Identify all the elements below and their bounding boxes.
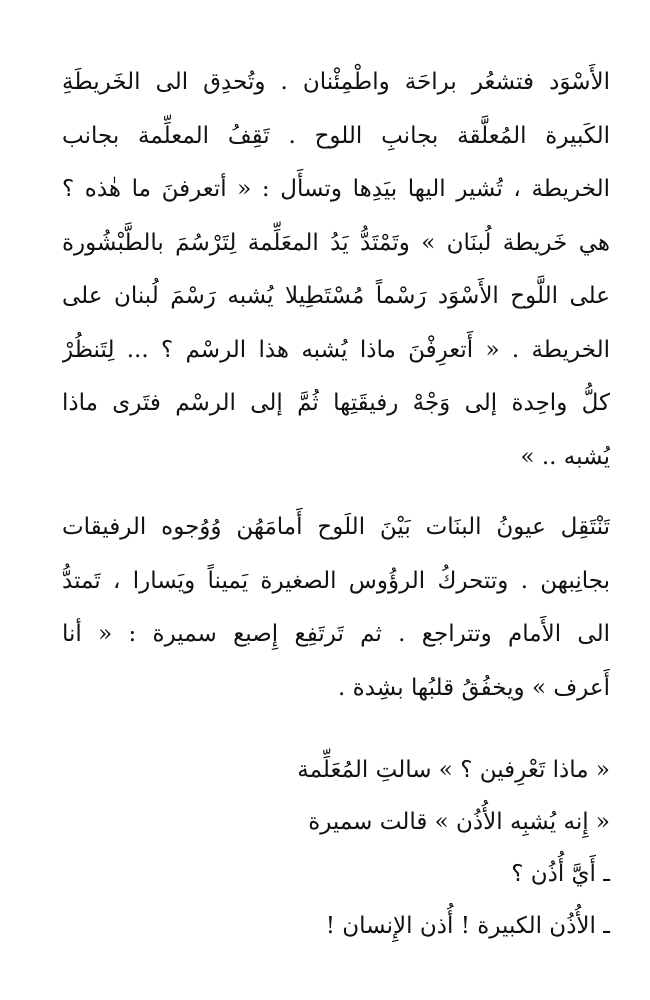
text-line: تَنْتَقِل عيونُ البنَات بَيْنَ اللَوح أَمامَهُن وُوُجوه الرفيقات <box>62 514 610 540</box>
text-line: الى الأَمام وتتراجع . ثم تَرتَفِع إِصبع سميرة : « أنا <box>62 621 610 647</box>
text-line: هي خَريطة لُبنَان » وتَمْتَدُّ يَدُ المعَلِّمة لِتَرْسُمَ بالطَّبْشُورة <box>62 229 610 256</box>
text-line: الأَسْوَد فتشعُر براحَة واطْمِئْنان . وتُحدِق الى الخَريطَةِ <box>62 69 610 95</box>
dialogue-line: « ماذا تَعْرِفين ؟ » سالتِ المُعَلِّمة <box>297 757 610 783</box>
text-line: الخريطة ، تُشير اليها بيَدِها وتسأَل : « أتعرفنَ ما هٰذه ؟ <box>62 176 610 202</box>
paragraph-2 <box>62 501 610 715</box>
text-line: الكَبيرة المُعلَّقة بجانبِ اللوح . تَقِفُ المعلِّمة بجانب <box>62 122 610 149</box>
dialogue-line: ـ الأُذُن الكبيرة ! أُذن الإِنسان ! <box>325 913 610 939</box>
dialogue-line: ـ أَيَّ أُذُن ؟ <box>511 861 610 887</box>
dialogue-line: « إِنه يُشبِه الأُذُن » قالت سميرة <box>308 809 610 835</box>
paragraph-1 <box>62 56 610 484</box>
dialogue-block <box>62 744 610 952</box>
text-line: على اللَّوح الأَسْوَد رَسْماً مُسْتَطِيلا يُشبه رَسْمَ لُبنان على <box>62 283 610 309</box>
text-line: يُشبه .. » <box>520 443 610 470</box>
text-line: بجانِبهن . وتتحركُ الرؤُوس الصغيرة يَميناً ويَسارا ، تَمتدُّ <box>62 567 610 594</box>
text-line: الخريطة . « أَتعرِفْنَ ماذا يُشبه هذا الرسْم ؟ ... لِتَنظُرْ <box>62 336 610 363</box>
text-line: كلُّ واحِدة إلى وَجْهْ رفيقَتِها ثُمَّ إلى الرسْم فتَرى ماذا <box>62 390 610 416</box>
text-line: أَعرف » ويخفُقُ قلبُها بشِدة . <box>338 674 610 701</box>
